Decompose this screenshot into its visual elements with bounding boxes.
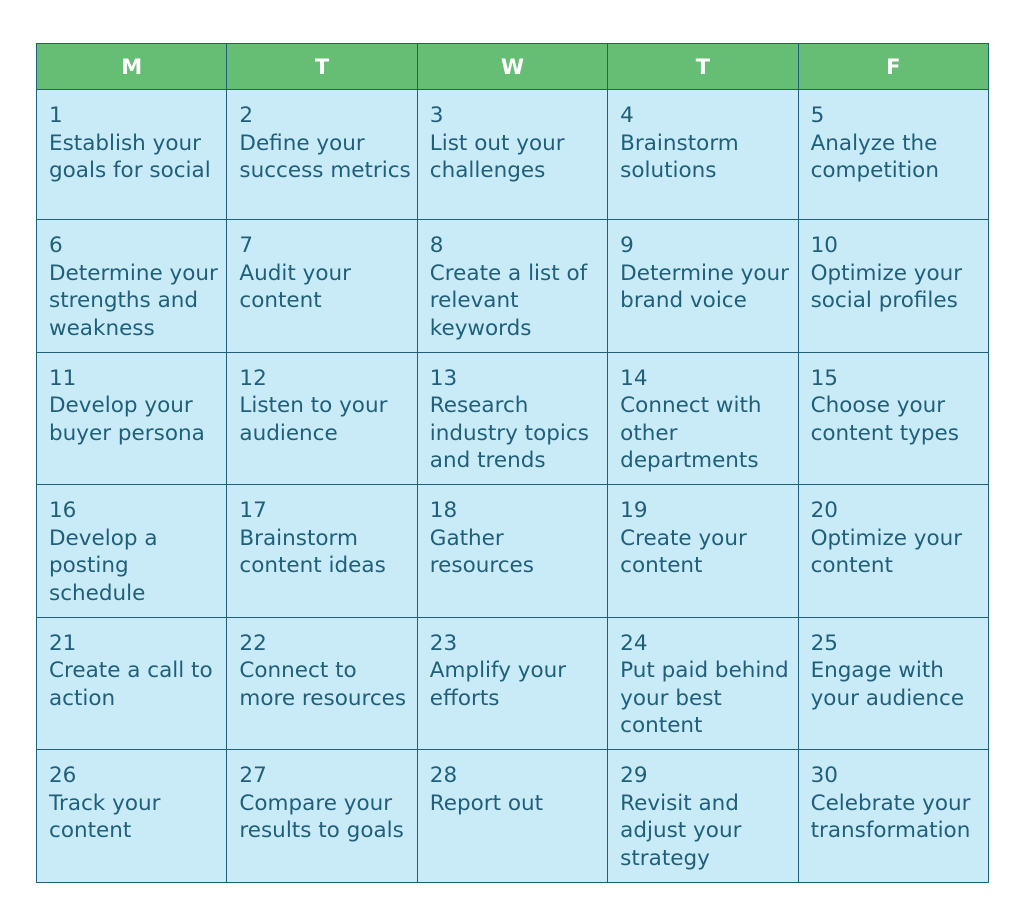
week-row: [37, 352, 989, 485]
day-number: 18: [429, 498, 458, 523]
day-cell: [417, 352, 607, 485]
day-number: 24: [620, 630, 648, 656]
day-number: 17: [239, 498, 267, 523]
day-number: 16: [49, 498, 77, 523]
day-cell: [227, 90, 417, 220]
day-task: Define your success metrics: [239, 130, 411, 183]
day-number: 13: [429, 365, 458, 391]
day-number: 4: [620, 103, 634, 128]
day-task: Amplify your efforts: [429, 658, 567, 711]
day-cell: [798, 220, 988, 353]
day-task: Analyze the competition: [810, 130, 939, 183]
day-number: 5: [810, 103, 825, 128]
day-task: Brainstorm solutions: [620, 130, 739, 183]
day-number: 22: [239, 630, 267, 656]
day-task: Connect with other departments: [620, 393, 762, 473]
day-cell: [417, 617, 607, 750]
day-cell: [37, 617, 227, 750]
day-cell: [608, 750, 798, 883]
day-number: 10: [810, 233, 838, 258]
day-cell: [37, 485, 227, 618]
day-cell: [37, 220, 227, 353]
day-cell: [227, 220, 417, 353]
day-number: 25: [810, 630, 838, 656]
day-number: 3: [429, 103, 444, 128]
day-cell: [798, 485, 988, 618]
day-task: Engage with your audience: [810, 658, 965, 711]
day-task: Choose your content types: [810, 393, 959, 446]
day-task: Optimize your content: [810, 525, 963, 578]
day-header-tuesday: T: [227, 44, 417, 90]
day-cell: [37, 750, 227, 883]
weekday-header-row: [37, 44, 989, 90]
day-cell: [227, 485, 417, 618]
day-number: 8: [429, 233, 444, 258]
day-task: Brainstorm content ideas: [239, 525, 386, 578]
day-number: 11: [49, 365, 77, 391]
day-number: 28: [429, 763, 458, 788]
day-task: Create a call to action: [49, 658, 213, 711]
day-number: 2: [239, 103, 254, 128]
day-task: Gather resources: [429, 525, 534, 578]
day-number: 26: [49, 763, 77, 788]
day-number: 27: [239, 763, 267, 788]
day-cell: [227, 617, 417, 750]
day-task: Determine your strengths and weakness: [49, 260, 218, 341]
week-row: [37, 485, 989, 618]
day-number: 12: [239, 365, 267, 391]
day-header-thursday: T: [608, 44, 798, 90]
day-cell: [417, 220, 607, 353]
day-number: 20: [810, 498, 838, 523]
day-cell: [798, 617, 988, 750]
day-header-friday: F: [798, 44, 988, 90]
day-number: 19: [620, 498, 648, 523]
day-number: 1: [49, 103, 63, 128]
day-task: Establish your goals for social: [49, 130, 211, 183]
day-cell: [608, 352, 798, 485]
day-cell: [227, 750, 417, 883]
day-cell: [608, 485, 798, 618]
day-task: Create a list of relevant keywords: [429, 260, 588, 341]
day-task: List out your challenges: [429, 130, 565, 183]
day-task: Put paid behind your best content: [620, 658, 789, 738]
day-number: 30: [810, 763, 838, 788]
day-header-monday: M: [37, 44, 227, 90]
day-cell: [37, 352, 227, 485]
day-task: Optimize your social profiles: [810, 260, 963, 313]
day-cell: [37, 90, 227, 220]
day-task: Connect to more resources: [239, 658, 407, 711]
day-cell: [227, 352, 417, 485]
day-cell: [608, 90, 798, 220]
day-cell: [608, 617, 798, 750]
day-number: 9: [620, 233, 634, 258]
day-cell: [608, 220, 798, 353]
day-number: 23: [429, 630, 458, 656]
day-cell: [798, 750, 988, 883]
calendar-body: [37, 90, 989, 883]
week-row: [37, 617, 989, 750]
day-cell: [798, 352, 988, 485]
day-task: Revisit and adjust your strategy: [620, 790, 742, 871]
day-task: Compare your results to goals: [239, 790, 404, 843]
day-cell: [417, 750, 607, 883]
day-number: 29: [620, 763, 648, 788]
calendar-table: [36, 43, 989, 883]
day-task: Celebrate your transformation: [810, 790, 971, 843]
day-task: Audit your content: [239, 260, 351, 313]
day-number: 6: [49, 233, 63, 258]
week-row: [37, 90, 989, 220]
day-task: Track your content: [49, 790, 161, 843]
day-number: 21: [49, 630, 77, 656]
day-task: Develop your buyer persona: [49, 393, 205, 446]
week-row: [37, 750, 989, 883]
day-header-wednesday: W: [417, 44, 607, 90]
day-cell: [417, 90, 607, 220]
day-number: 15: [810, 365, 838, 391]
day-task: Determine your brand voice: [620, 260, 790, 313]
day-task: Develop a posting schedule: [49, 525, 158, 606]
day-task: Report out: [429, 790, 544, 816]
day-number: 7: [239, 233, 254, 258]
day-task: Listen to your audience: [239, 393, 388, 446]
day-number: 14: [620, 365, 648, 391]
day-task: Create your content: [620, 525, 747, 578]
week-row: [37, 220, 989, 353]
day-cell: [417, 485, 607, 618]
day-cell: [798, 90, 988, 220]
day-task: Research industry topics and trends: [429, 393, 589, 473]
